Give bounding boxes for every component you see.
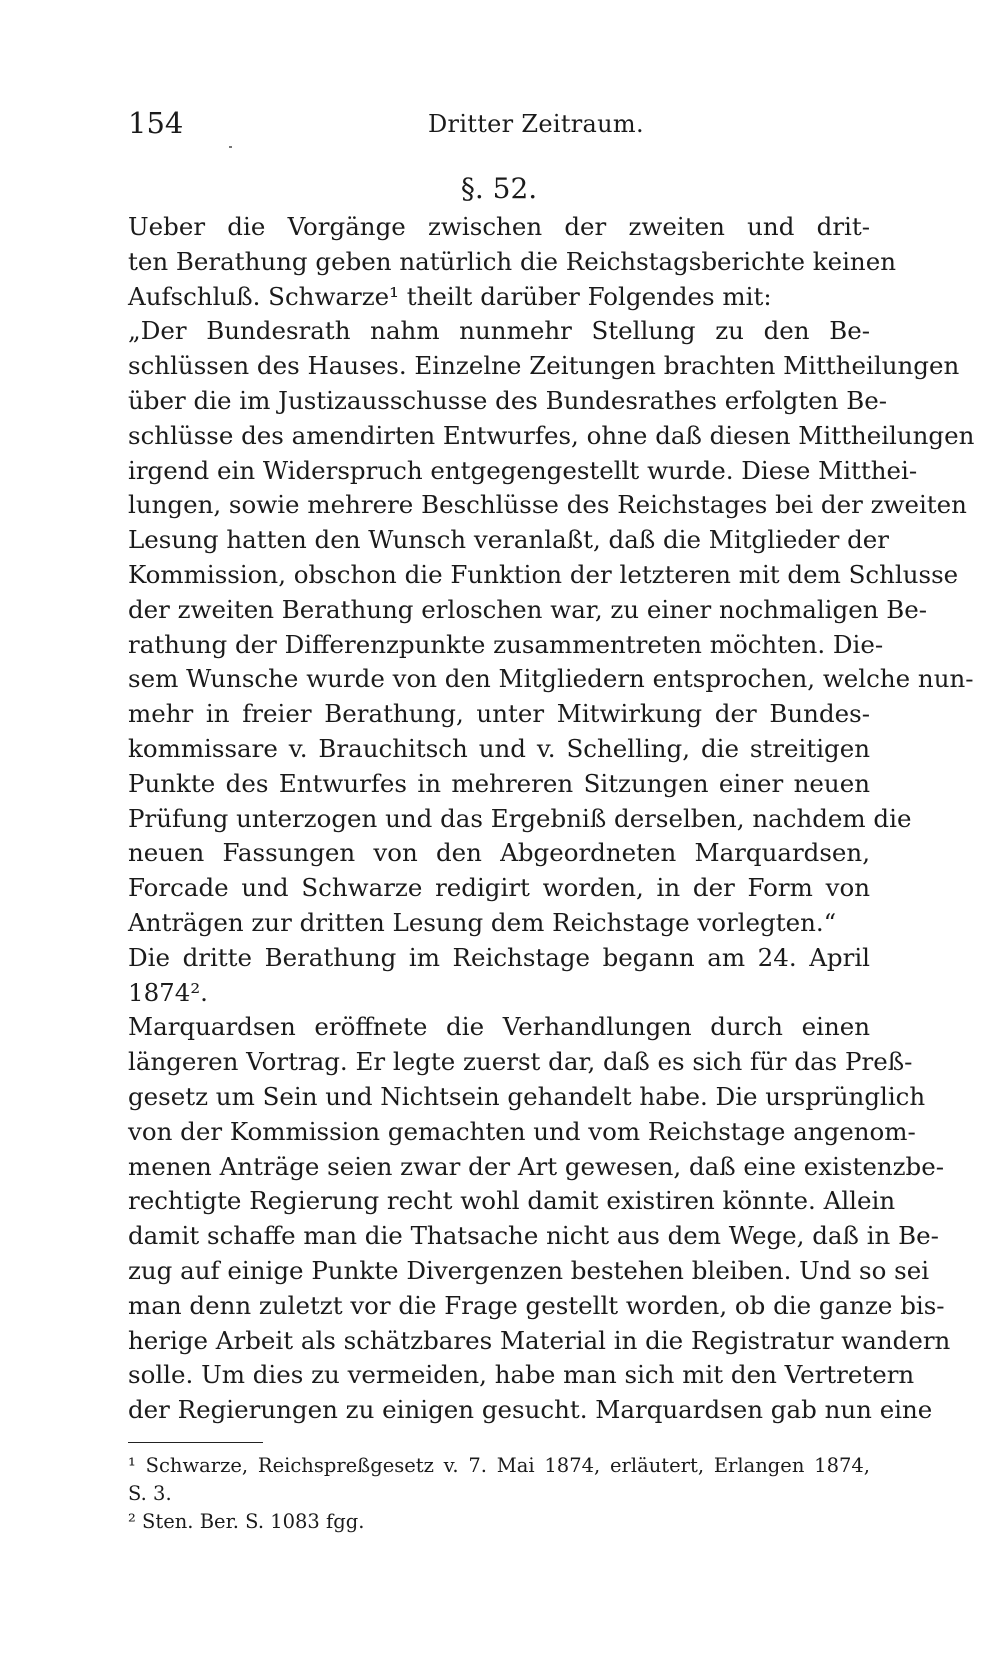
text-line: herige Arbeit als schätzbares Material in die Registratur wandern (128, 1325, 951, 1355)
text-line: ten Berathung geben natürlich die Reichstagsberichte keinen (128, 246, 896, 276)
text-line: menen Anträge seien zwar der Art gewesen, daß eine existenzbe- (128, 1151, 945, 1181)
text-line: man denn zuletzt vor die Frage gestellt worden, ob die ganze bis- (128, 1290, 945, 1320)
text-line: längeren Vortrag. Er legte zuerst dar, daß es sich für das Preß- (128, 1047, 913, 1077)
text-line: „Der Bundesrath nahm nunmehr Stellung zu den Be- (128, 316, 870, 346)
text-line: von der Kommission gemachten und vom Reichstage angenom- (128, 1116, 916, 1146)
text-line: über die im Justizausschusse des Bundesrathes erfolgten Be- (128, 385, 888, 415)
text-line: Lesung hatten den Wunsch veranlaßt, daß die Mitglieder der (128, 525, 889, 555)
footnote-line: ² Sten. Ber. S. 1083 fgg. (128, 1510, 365, 1533)
text-line: rechtigte Regierung recht wohl damit existiren könnte. Allein (128, 1186, 896, 1216)
text-line: Die dritte Berathung im Reichstage begann am 24. April (128, 942, 870, 972)
text-line: der Regierungen zu einigen gesucht. Marquardsen gab nun eine (128, 1395, 933, 1425)
text-line: sem Wunsche wurde von den Mitgliedern entsprochen, welche nun- (128, 664, 974, 694)
text-line: rathung der Differenzpunkte zusammentreten möchten. Die- (128, 629, 884, 659)
footnote-divider (128, 1442, 263, 1443)
text-line: Marquardsen eröffnete die Verhandlungen durch einen (128, 1012, 870, 1042)
text-line: irgend ein Widerspruch entgegengestellt wurde. Diese Mitthei- (128, 455, 918, 485)
text-line: der zweiten Berathung erloschen war, zu einer nochmaligen Be- (128, 594, 928, 624)
text-line: schlüssen des Hauses. Einzelne Zeitungen brachten Mittheilungen (128, 351, 960, 381)
text-line: 1874². (128, 977, 208, 1007)
page-header (128, 106, 870, 146)
text-line: neuen Fassungen von den Abgeordneten Marquardsen, (128, 838, 870, 868)
text-line: zug auf einige Punkte Divergenzen bestehen bleiben. Und so sei (128, 1255, 930, 1285)
text-line: schlüsse des amendirten Entwurfes, ohne daß diesen Mittheilungen (128, 420, 975, 450)
text-line: Aufschluß. Schwarze¹ theilt darüber Folgendes mit: (128, 281, 772, 311)
text-line: Kommission, obschon die Funktion der letzteren mit dem Schlusse (128, 559, 959, 589)
running-title: Dritter Zeitraum. (428, 110, 644, 138)
text-line: Forcade und Schwarze redigirt worden, in der Form von (128, 873, 870, 903)
footnote-line: S. 3. (128, 1482, 172, 1505)
stray-mark (229, 146, 232, 148)
text-line: Anträgen zur dritten Lesung dem Reichstage vorlegten.“ (128, 907, 837, 937)
text-line: kommissare v. Brauchitsch und v. Schelling, die streitigen (128, 733, 870, 763)
text-line: solle. Um dies zu vermeiden, habe man sich mit den Vertretern (128, 1360, 915, 1390)
footnote-line: ¹ Schwarze, Reichspreßgesetz v. 7. Mai 1874, erläutert, Erlangen 1874, (128, 1454, 870, 1477)
text-line: damit schaffe man die Thatsache nicht aus dem Wege, daß in Be- (128, 1221, 939, 1251)
text-line: mehr in freier Berathung, unter Mitwirkung der Bundes- (128, 699, 870, 729)
body-text (128, 210, 975, 1428)
text-line: Prüfung unterzogen und das Ergebniß derselben, nachdem die (128, 803, 912, 833)
section-heading: §. 52. (460, 172, 538, 205)
page-number: 154 (128, 106, 184, 140)
text-line: gesetz um Sein und Nichtsein gehandelt habe. Die ursprünglich (128, 1081, 926, 1111)
text-line: Punkte des Entwurfes in mehreren Sitzungen einer neuen (128, 768, 870, 798)
text-line: lungen, sowie mehrere Beschlüsse des Reichstages bei der zweiten (128, 490, 967, 520)
text-line: Ueber die Vorgänge zwischen der zweiten und drit- (128, 212, 870, 241)
footnotes (128, 1452, 870, 1536)
